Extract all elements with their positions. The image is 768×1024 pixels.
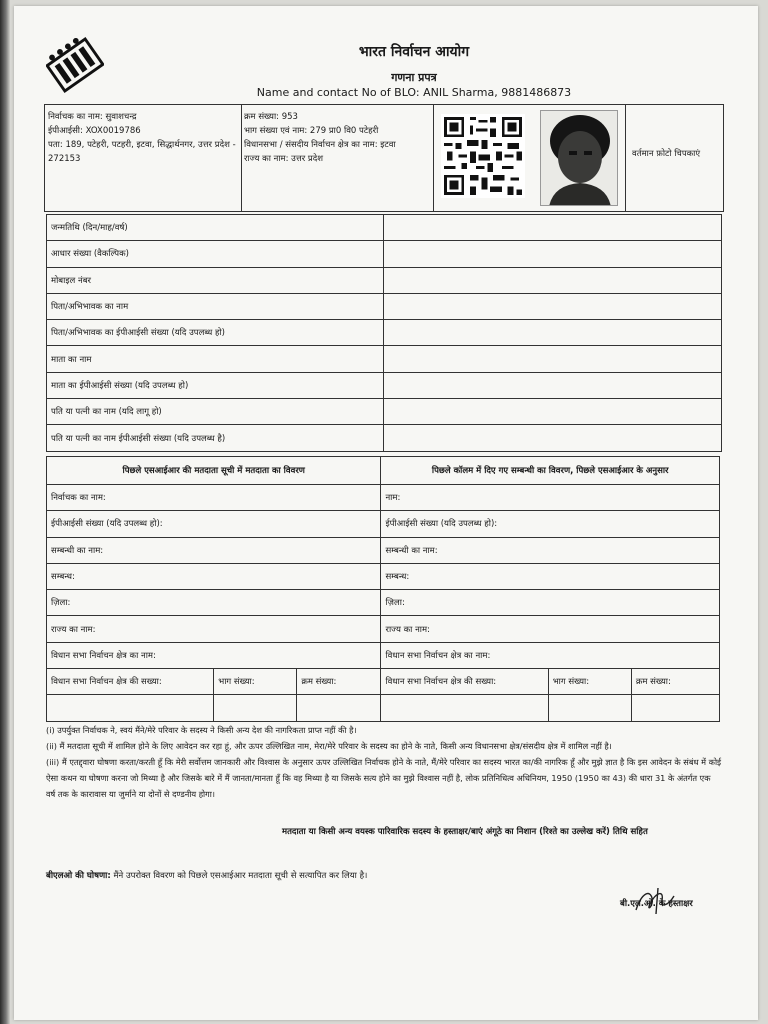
voter-name: निर्वाचक का नाम: सुवाशचन्द्र (48, 112, 137, 122)
sir-split-value-input[interactable] (548, 695, 631, 721)
sir-right-split-label: भाग संख्या: (548, 669, 631, 695)
scan-edge (0, 0, 10, 1024)
photo-label: वर्तमान फ़ोटो चिपकाएं (632, 149, 701, 159)
field-label: पिता/अभिभावक का ईपीआईसी संख्या (यदि उपलब्ध हो) (47, 320, 384, 346)
field-value-input[interactable] (384, 425, 722, 451)
sir-row (47, 616, 720, 642)
personal-row (47, 425, 722, 451)
field-value-input[interactable] (384, 372, 722, 398)
previous-sir-table (46, 456, 720, 722)
field-label: पिता/अभिभावक का नाम (47, 293, 384, 319)
sir-left-field[interactable]: विधान सभा निर्वाचन क्षेत्र का नाम: (47, 642, 381, 668)
part-number: भाग संख्या एवं नाम: 279 प्रा0 वि0 पटेहरी (244, 126, 379, 136)
declaration-3: (iii) मैं एतद्द्वारा घोषणा करता/करती हूँ कि मेरी सर्वोत्तम जानकारी और विश्वास के अनुसार ऊपर उल्लिखित निर्वाचक होने के नाते, मैं/मेरे परिवार का सदस्य भारत का/की नागरिक हूँ और मुझे ज्ञात है कि इस आवेदन के संबंध में कोई ऐसा कथन या घोषणा करना जो मिथ्या है और जिसके बारे में मैं जानता/मानता हूँ कि वह मिथ्या है या जिसके सत्य होने का मुझे विश्वास नहीं है, लोक प्रतिनिधित्व अधिनियम, 1950 (1950 का 43) की धारा 31 के अंतर्गत एक वर्ष तक के कारावास या जुर्माने या दोनों से दण्डनीय होगा। (46, 757, 722, 799)
sir-split-value-input[interactable] (297, 695, 381, 721)
sir-right-field[interactable]: सम्बन्धी का नाम: (381, 537, 720, 563)
personal-row (47, 293, 722, 319)
sir-split-value-input[interactable] (47, 695, 214, 721)
serial-number: क्रम संख्या: 953 (244, 112, 298, 122)
sir-right-field[interactable]: विधान सभा निर्वाचन क्षेत्र का नाम: (381, 642, 720, 668)
sir-split-value-input[interactable] (381, 695, 548, 721)
personal-row (47, 320, 722, 346)
divider (625, 105, 626, 211)
sir-split-value-row (47, 695, 720, 721)
state-name: राज्य का नाम: उत्तर प्रदेश (244, 154, 324, 164)
sir-row (47, 563, 720, 589)
form-subtitle: गणना प्रपत्र (391, 71, 437, 84)
serial-details (244, 110, 432, 166)
sir-right-field[interactable]: ज़िला: (381, 590, 720, 616)
field-label: पति या पत्नी का नाम ईपीआईसी संख्या (यदि उपलब्ध है) (47, 425, 384, 451)
field-value-input[interactable] (384, 241, 722, 267)
personal-row (47, 346, 722, 372)
sir-right-header: पिछले कॉलम में दिए गए सम्बन्धी का विवरण, पिछले एसआईआर के अनुसार (381, 457, 720, 485)
sir-split-row (47, 669, 720, 695)
declarations (46, 722, 722, 802)
personal-row (47, 372, 722, 398)
sir-left-split-label: क्रम संख्या: (297, 669, 381, 695)
sir-row (47, 590, 720, 616)
sir-left-split-label: विधान सभा निर्वाचन क्षेत्र की सख्या: (47, 669, 214, 695)
field-label: पति या पत्नी का नाम (यदि लागू हो) (47, 399, 384, 425)
field-label: माता का नाम (47, 346, 384, 372)
sir-row (47, 537, 720, 563)
sir-right-field[interactable]: नाम: (381, 485, 720, 511)
blo-declaration (46, 870, 367, 881)
sir-split-value-input[interactable] (631, 695, 719, 721)
sir-row (47, 642, 720, 668)
divider (433, 105, 434, 211)
sir-row (47, 511, 720, 537)
field-label: जन्मतिथि (दिन/माह/वर्ष) (47, 215, 384, 241)
personal-row (47, 241, 722, 267)
personal-details-table (46, 214, 722, 452)
qr-code-icon (441, 112, 525, 200)
field-value-input[interactable] (384, 293, 722, 319)
field-label: मोबाइल नंबर (47, 267, 384, 293)
voter-photo (540, 110, 618, 206)
field-value-input[interactable] (384, 320, 722, 346)
field-value-input[interactable] (384, 215, 722, 241)
blo-declaration-label: बीएलओ की घोषणा: (46, 871, 111, 881)
blo-contact: Name and contact No of BLO: ANIL Sharma, 9881486873 (256, 86, 572, 99)
sir-right-split-label: क्रम संख्या: (631, 669, 719, 695)
constituency-name: विधानसभा / संसदीय निर्वाचन क्षेत्र का नाम: इटवा (244, 140, 396, 150)
sir-right-field[interactable]: ईपीआईसी संख्या (यदि उपलब्ध हो): (381, 511, 720, 537)
sir-left-field[interactable]: सम्बन्धी का नाम: (47, 537, 381, 563)
sir-split-value-input[interactable] (214, 695, 297, 721)
field-label: माता का ईपीआईसी संख्या (यदि उपलब्ध हो) (47, 372, 384, 398)
sir-right-field[interactable]: राज्य का नाम: (381, 616, 720, 642)
field-value-input[interactable] (384, 267, 722, 293)
divider (241, 105, 242, 211)
personal-row (47, 267, 722, 293)
personal-row (47, 399, 722, 425)
blo-signature-label: बी.एल.ओ. के हस्ताक्षर (620, 899, 693, 909)
sir-left-field[interactable]: राज्य का नाम: (47, 616, 381, 642)
sir-row (47, 485, 720, 511)
field-label: आधार संख्या (वैकल्पिक) (47, 241, 384, 267)
voter-epic: ईपीआईसी: XOX0019786 (48, 126, 141, 136)
sir-left-header: पिछले एसआईआर की मतदाता सूची में मतदाता का विवरण (47, 457, 381, 485)
person-photo-icon (541, 111, 618, 206)
sir-left-field[interactable]: ईपीआईसी संख्या (यदि उपलब्ध हो): (47, 511, 381, 537)
voter-address: पता: 189, पटेहरी, पटहरी, इटवा, सिद्धार्थनगर, उत्तर प्रदेश - 272153 (48, 140, 236, 164)
blo-declaration-text: मैंने उपरोक्त विवरण को पिछले एसआईआर मतदाता सूची से सत्यापित कर लिया है। (113, 871, 368, 881)
field-value-input[interactable] (384, 346, 722, 372)
sir-left-field[interactable]: ज़िला: (47, 590, 381, 616)
personal-row (47, 215, 722, 241)
voter-signature-line: मतदाता या किसी अन्य वयस्क पारिवारिक सदस्य के हस्ताक्षर/बाएं अंगूठे का निशान (रिश्ते का उल्लेख करें) तिथि सहित (282, 827, 648, 837)
page-title: भारत निर्वाचन आयोग (358, 44, 470, 60)
field-value-input[interactable] (384, 399, 722, 425)
sir-left-field[interactable]: सम्बन्ध: (47, 563, 381, 589)
voter-details (48, 110, 238, 166)
declaration-1: (i) उपर्युक्त निर्वाचक ने, स्वयं मैंने/मेरे परिवार के सदस्य ने किसी अन्य देश की नागरिकता प्राप्त नहीं की है। (46, 725, 357, 735)
sir-left-field[interactable]: निर्वाचक का नाम: (47, 485, 381, 511)
declaration-2: (ii) मैं मतदाता सूची में शामिल होने के लिए आवेदन कर रहा हूं, और ऊपर उल्लिखित नाम, मेरा/मेरे परिवार के सदस्य का होने के नाते, किसी अन्य विधानसभा क्षेत्र/संसदीय क्षेत्र में शामिल नहीं है। (46, 741, 612, 751)
sir-right-field[interactable]: सम्बन्ध: (381, 563, 720, 589)
sir-right-split-label: विधान सभा निर्वाचन क्षेत्र की सख्या: (381, 669, 548, 695)
sir-left-split-label: भाग संख्या: (214, 669, 297, 695)
